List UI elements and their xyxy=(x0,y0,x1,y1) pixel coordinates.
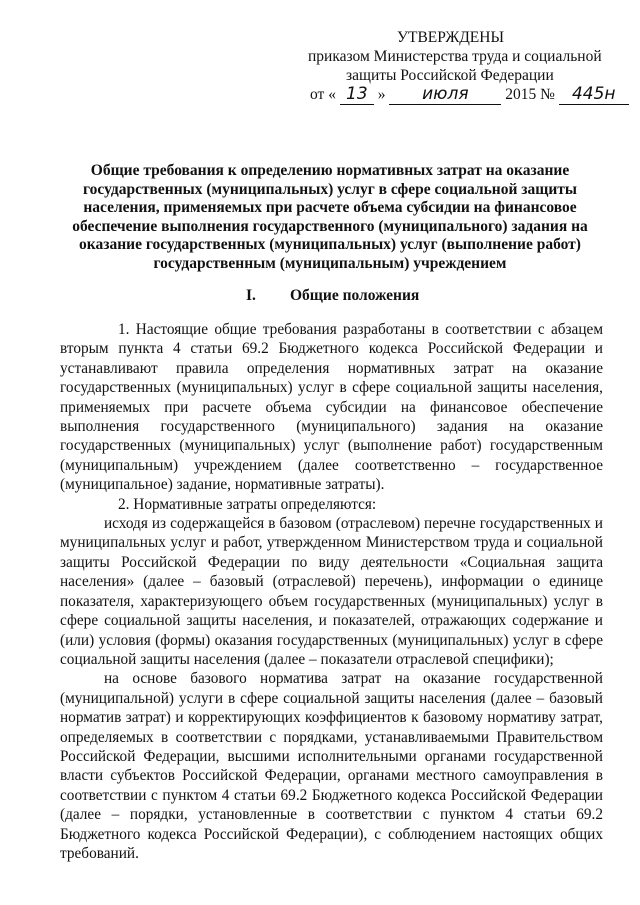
paragraph-2-item-2: на основе базового норматива затрат на оказание государственной (муниципальной) услуги в сфере социальной защиты населения (далее – базовый норматив затрат) и корректирующих коэффициентов к базовому нормативу затрат, определяемых в соответствии с порядками, устанавливаемыми Правительством Российской Федерации, высшими исполнительными органами государственной власти субъектов Российской Федерации, органами местного самоуправления в соответствии с пунктом 4 статьи 69.2 Бюджетного кодекса Российской Федерации (далее – порядки, установленные в соответствии с пунктом 4 статьи 69.2 Бюджетного кодекса Российской Федерации), с соблюдением настоящих общих требований. xyxy=(60,670,603,862)
approval-date-line xyxy=(300,85,630,107)
date-prefix: от « xyxy=(310,86,336,103)
document-body xyxy=(60,320,603,863)
date-month: июля xyxy=(389,85,501,105)
section-number: I. xyxy=(246,287,256,304)
paragraph-2: 2. Нормативные затраты определяются: xyxy=(118,495,377,513)
document-title: Общие требования к определению нормативных затрат на оказание государственных (муниципальных) услуг в сфере социальной защиты населения, применяемых при расчете объема субсидии на финансовое обеспечение выполнения государственного (муниципального) задания на оказание государственных (муниципальных) услуг (выполнение работ) государственным (муниципальным) учреждением xyxy=(72,162,588,272)
section-name: Общие положения xyxy=(290,287,420,304)
date-mid: » xyxy=(377,86,386,103)
paragraph-1: 1. Настоящие общие требования разработаны в соответствии с абзацем вторым пункта 4 статьи 69.2 Бюджетного кодекса Российской Федерации и устанавливают правила определения нормативных затрат на оказание государственных (муниципальных) услуг в сфере социальной защиты населения, применяемых при расчете объема субсидии на финансовое обеспечение выполнения государственного (муниципального) задания на оказание государственных (муниципальных) услуг (выполнение работ) государственным (муниципальным) учреждением (далее соответственно – государственное (муниципальное) задание, нормативные затраты). xyxy=(60,321,603,494)
approval-block xyxy=(300,28,630,107)
paragraph-2-item-1: исходя из содержащейся в базовом (отраслевом) перечне государственных и муниципальных услуг и работ, утвержденном Министерством труда и социальной защиты Российской Федерации по виду деятельности «Социальная защита населения» (далее – базовый (отраслевой) перечень), информации о единице показателя, характеризующего объем государственных (муниципальных) услуг в сфере социальной защиты населения, и показателей, отражающих содержание и (или) условия (формы) оказания государственных (муниципальных) услуг в сфере социальной защиты населения (далее – показатели отраслевой специфики); xyxy=(60,515,603,668)
approval-heading: УТВЕРЖДЕНЫ xyxy=(397,29,504,46)
approval-order-line: приказом Министерства труда и социальной xyxy=(308,48,602,65)
order-number: 445н xyxy=(559,85,629,105)
date-day: 13 xyxy=(340,85,374,105)
approval-ministry-line: защиты Российской Федерации xyxy=(346,67,554,84)
date-year: 2015 № xyxy=(505,86,555,103)
